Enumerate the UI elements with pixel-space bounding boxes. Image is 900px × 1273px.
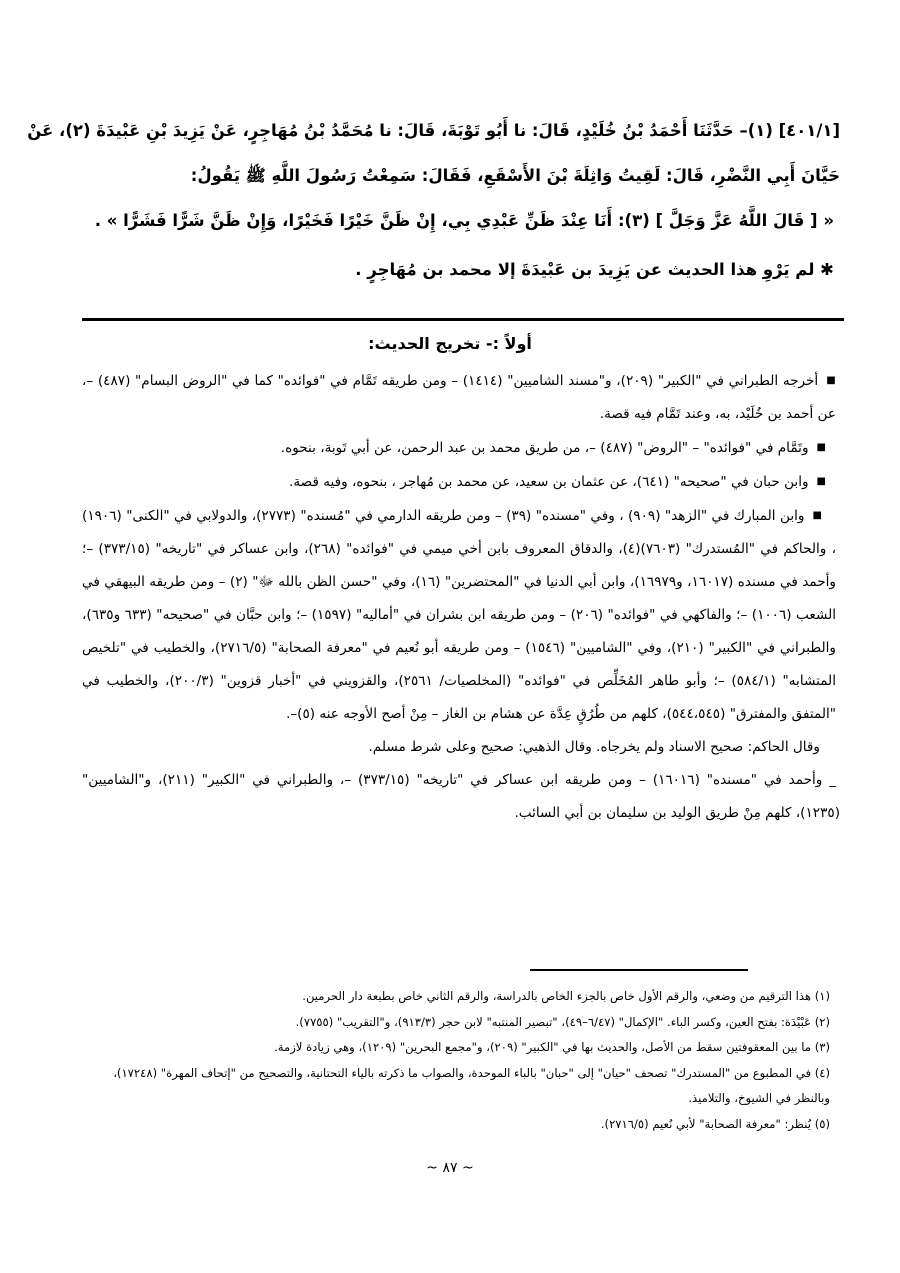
paragraph-text: وابن المبارك في "الزهد" (٩٠٩) ، وفي "مسنده" (٣٩) – ومن طريقه الدارمي في "مُسنده" (٢٧٧٣)، والدولابي في "الكنى" (١٩٠٦) ، والحاكم في "المُستدرك" (٧٦٠٣)(٤)، والدقاق المعروف بابن أخي ميمي في "فوائده" (٢٦٨)، وابن عساكر في "تاريخه" (٣٧٣/١٥) –؛ وأحمد في مسنده (١٦٠١٧، و١٦٩٧٩)، وابن أبي الدنيا في "المحتضرين" (١٦)، وفي "حسن الظن بالله ﷻ" (٢) – ومن طريقه البيهقي في الشعب (١٠٠٦) –؛ والفاكهي في "فوائده" (٢٠٦) – ومن طريقه ابن بشران في "أماليه" (١٥٩٧) –؛ وابن حبَّان في "صحيحه" (٦٣٣ و٦٣٥)، والطبراني في "الكبير" (٢١٠)، وفي "الشاميين" (١٥٤٦) – ومن طريقه أبو نُعيم في "معرفة الصحابة" (٢٧١٦/٥)، والخطيب في "تلخيص المتشابه" (٥٨٤/١) –؛ وأبو طاهر المُخَلِّص في "فوائده" (المخلصيات/ ٢٥٦١)، والقزويني في "أخبار قزوين" (٢٠٠/٣)، والخطيب في "المتفق والمفترق" (٥٤٤،٥٤٥)، كلهم من طُرُقٍ عِدَّة عن هشام بن الغاز – مِنْ أصح الأوجه عنه (٥)–. (82, 508, 837, 722)
paragraph-text: أخرجه الطبراني في "الكبير" (٢٠٩)، و"مسند الشاميين" (١٤١٤) – ومن طريقه تَمَّام في "فوائده" كما في "الروض البسام" (٤٨٧) –، عن أحمد بن خُلَيْد، به، وعند تَمَّام فيه قصة. (82, 373, 836, 422)
page-number: ~ ٨٧ ~ (426, 1160, 474, 1176)
paragraph-4 (82, 499, 840, 731)
paragraph-2 (82, 431, 840, 465)
paragraph-5 (82, 731, 840, 764)
paragraph-1 (82, 364, 840, 431)
section-divider (82, 318, 844, 321)
paragraph-6 (82, 764, 840, 830)
hadith-line-2: حَيَّانَ أَبِي النَّضْرِ، قَالَ: لَقِيتُ وَاثِلَةَ بْنَ الأَسْقَعِ، فَقَالَ: سَمِعْتُ رَسُولَ اللَّهِ ﷺ يَقُولُ: (190, 166, 840, 185)
hadith-line-1: [٤٠١/١] (١)– حَدَّثَنَا أَحْمَدُ بْنُ خُلَيْدٍ، قَالَ: نا أَبُو تَوْبَةَ، قَالَ: نا مُحَمَّدُ بْنُ مُهَاجِرٍ، عَنْ يَزِيدَ بْنِ عَبْيدَةَ (٢)، عَنْ (27, 121, 840, 140)
footnote-5: (٥) يُنظر: "معرفة الصحابة" لأبي نُعيم (٢٧١٦/٥). (600, 1116, 830, 1131)
footnote-4: (٤) في المطبوع من "المستدرك" تصحف "حيان" إلى "حبان" بالباء الموحدة، والصواب ما ذكرته بالياء التحتانية، والتصحيح من "إتحاف المهرة" (١٧٢٤٨)، وبالنظر في الشيوخ، والتلاميذ. (113, 1065, 830, 1105)
heading-suffix: : (368, 334, 375, 353)
bullet-icon: ■ (812, 510, 822, 521)
bullet-icon: ■ (816, 442, 826, 453)
paragraph-text: وتَمَّام في "فوائده" – "الروض" (٤٨٧) –، من طريق محمد بن عبد الرحمن، عن أبي تَوبة، بنحوه. (280, 440, 809, 456)
hadith-line-3: « [ قَالَ اللَّهُ عَزَّ وَجَلَّ ] (٣): أَنَا عِنْدَ ظَنِّ عَبْدِي بِي، إِنْ ظَنَّ خَيْرًا فَخَيْرًا، وَإِنْ ظَنَّ شَرًّا فَشَرًّا » . (94, 211, 834, 230)
takhrij-body (82, 364, 840, 830)
hadith-block (27, 108, 840, 292)
footnote-1: (١) هذا الترقيم من وضعي، والرقم الأول خاص بالجزء الخاص بالدراسة، والرقم الثاني خاص بطبعة دار الحرمين. (302, 989, 830, 1003)
paragraph-text: وابن حبان في "صحيحه" (٦٤١)، عن عثمان بن سعيد، عن محمد بن مُهاجر ، بنحوه، وفيه قصة. (289, 474, 809, 490)
bullet-icon: ■ (816, 476, 826, 487)
paragraph-text: وقال الحاكم: صحيح الاسناد ولم يخرجاه. وقال الذهبي: صحيح وعلى شرط مسلم. (368, 739, 820, 755)
heading-title: تخريج الحديث (374, 334, 481, 353)
footnote-3: (٣) ما بين المعقوفتين سقط من الأصل، والحديث بها في "الكبير" (٢٠٩)، و"مجمع البحرين" (١٢٠٩)، وهي زيادة لازمة. (274, 1040, 830, 1054)
hadith-note: ✱ لم يَرْوِ هذا الحديث عن يَزِيدَ بن عَبْيدَةَ إلا محمد بن مُهَاجِرٍ . (355, 260, 834, 279)
footnotes (82, 984, 840, 1137)
footnote-divider (530, 969, 748, 971)
paragraph-3 (82, 465, 840, 499)
section-heading (0, 334, 900, 353)
bullet-icon: ■ (826, 375, 837, 386)
footnote-2: (٢) عَبْيْدَة: بفتح العين، وكسر الباء. "الإكمال" (٦/٤٧–٤٩)، "تبصير المنتبه" لابن حجر (٩١٣/٣)، و"التقريب" (٧٧٥٥). (295, 1014, 830, 1029)
heading-prefix: أولاً :- (485, 334, 532, 353)
paragraph-text: _ وأحمد في "مسنده" (١٦٠١٦) – ومن طريقه ابن عساكر في "تاريخه" (٣٧٣/١٥) –، والطبراني في "الكبير" (٢١١)، و"الشاميين" (١٢٣٥)، كلهم مِنْ طريق الوليد بن سليمان بن أبي السائب. (82, 772, 840, 821)
